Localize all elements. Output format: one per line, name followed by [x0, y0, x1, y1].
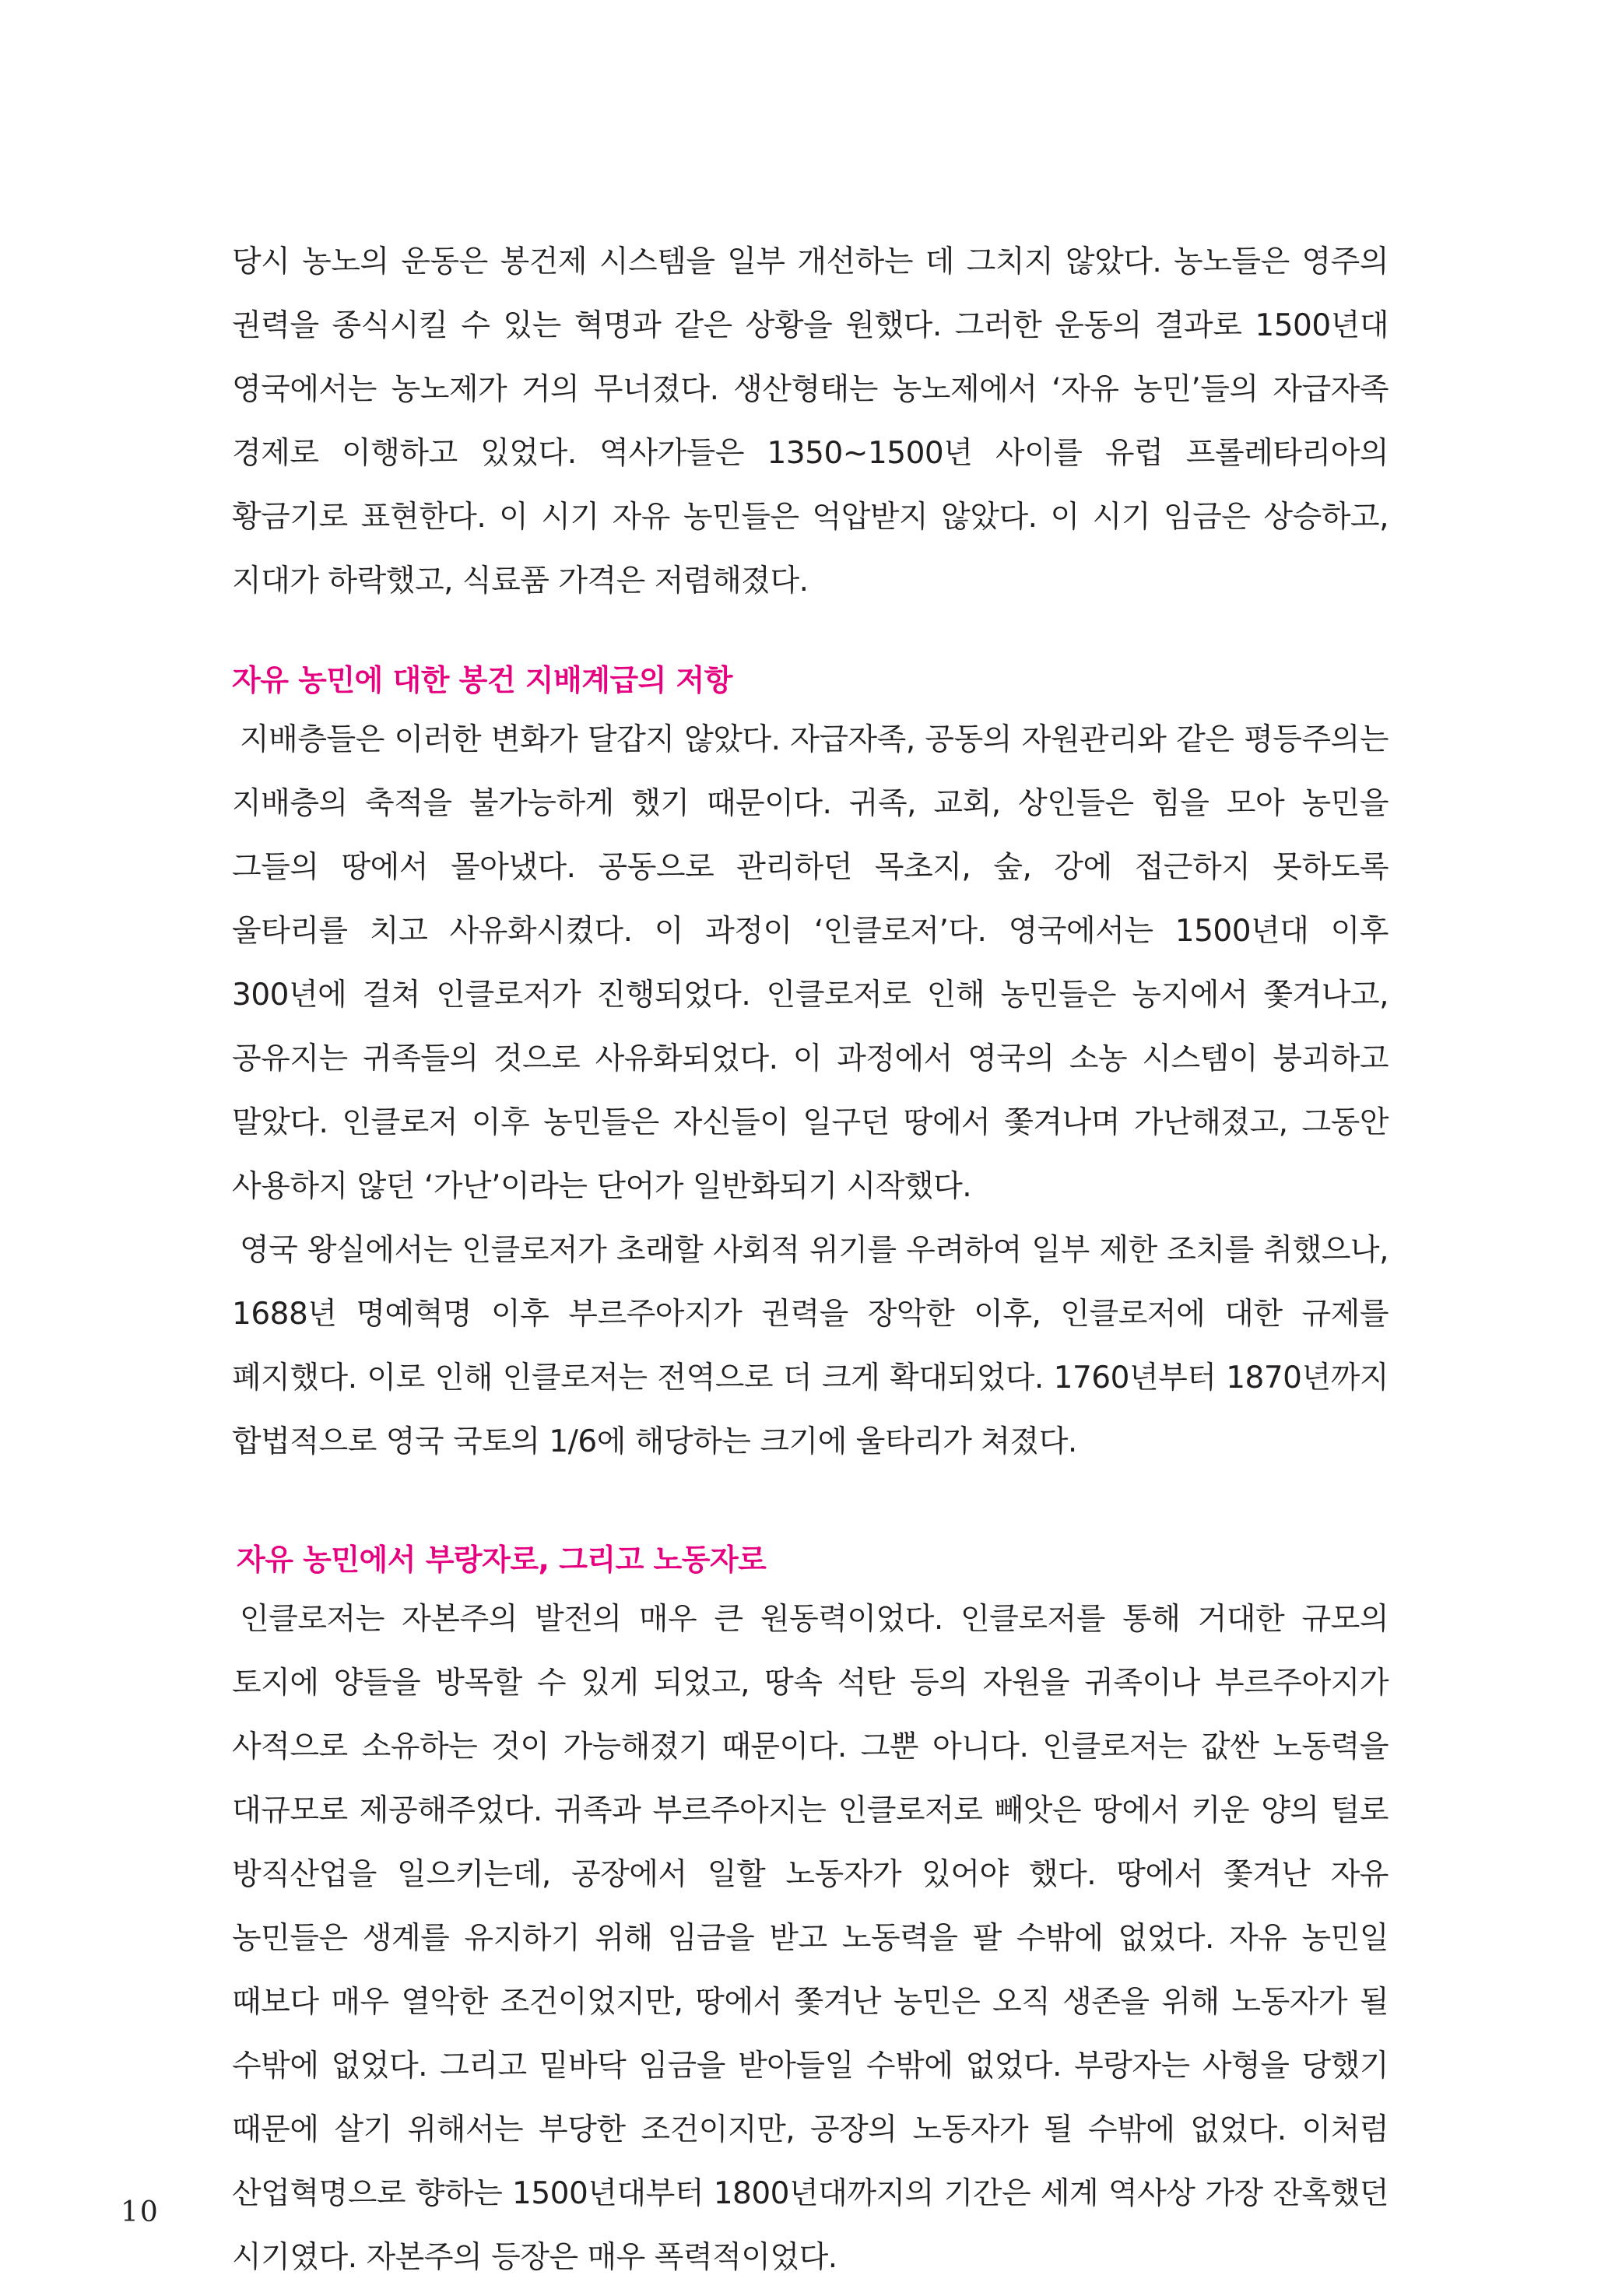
section1-paragraph-1: 지배층들은 이러한 변화가 달갑지 않았다. 자급자족, 공동의 자원관리와 같은 평등주의는 지배층의 축적을 불가능하게 했기 때문이다. 귀족, 교회, 상인들은 힘을 모아 농민을 그들의 땅에서 몰아냈다. 공동으로 관리하던 목초지, 숲, 강에 접근하지 못하도록 울타리를 치고 사유화시켰다. 이 과정이 ‘인클로저’다. 영국에서는 1500년대 이후 300년에 걸쳐 인클로저가 진행되었다. 인클로저로 인해 농민들은 농지에서 쫓겨나고, 공유지는 귀족들의 것으로 사유화되었다. 이 과정에서 영국의 소농 시스템이 붕괴하고 말았다. 인클로저 이후 농민들은 자신들이 일구던 땅에서 쫓겨나며 가난해졌고, 그동안 사용하지 않던 ‘가난’이라는 단어가 일반화되기 시작했다.	[232, 722, 1389, 1204]
page-number: 10	[121, 2196, 160, 2228]
section-heading-1: 자유 농민에 대한 봉건 지배계급의 저항	[232, 663, 732, 697]
intro-paragraph: 당시 농노의 운동은 봉건제 시스템을 일부 개선하는 데 그치지 않았다. 농노들은 영주의 권력을 종식시킬 수 있는 혁명과 같은 상황을 원했다. 그러한 운동의 결과로 1500년대 영국에서는 농노제가 거의 무너졌다. 생산형태는 농노제에서 ‘자유 농민’들의 자급자족 경제로 이행하고 있었다. 역사가들은 1350~1500년 사이를 유럽 프롤레타리아의 황금기로 표현한다. 이 시기 자유 농민들은 억압받지 않았다. 이 시기 임금은 상승하고, 지대가 하락했고, 식료품 가격은 저렴해졌다.	[232, 244, 1389, 599]
section1-paragraph-2: 영국 왕실에서는 인클로저가 초래할 사회적 위기를 우려하여 일부 제한 조치를 취했으나, 1688년 명예혁명 이후 부르주아지가 권력을 장악한 이후, 인클로저에 대한 규제를 폐지했다. 이로 인해 인클로저는 전역으로 더 크게 확대되었다. 1760년부터 1870년까지 합법적으로 영국 국토의 1/6에 해당하는 크기에 울타리가 쳐졌다.	[232, 1233, 1389, 1459]
section2-paragraph-1: 인클로저는 자본주의 발전의 매우 큰 원동력이었다. 인클로저를 통해 거대한 규모의 토지에 양들을 방목할 수 있게 되었고, 땅속 석탄 등의 자원을 귀족이나 부르주아지가 사적으로 소유하는 것이 가능해졌기 때문이다. 그뿐 아니다. 인클로저는 값싼 노동력을 대규모로 제공해주었다. 귀족과 부르주아지는 인클로저로 빼앗은 땅에서 키운 양의 털로 방직산업을 일으키는데, 공장에서 일할 노동자가 있어야 했다. 땅에서 쫓겨난 자유 농민들은 생계를 유지하기 위해 임금을 받고 노동력을 팔 수밖에 없었다. 자유 농민일 때보다 매우 열악한 조건이었지만, 땅에서 쫓겨난 농민은 오직 생존을 위해 노동자가 될 수밖에 없었다. 그리고 밑바닥 임금을 받아들일 수밖에 없었다. 부랑자는 사형을 당했기 때문에 살기 위해서는 부당한 조건이지만, 공장의 노동자가 될 수밖에 없었다. 이처럼 산업혁명으로 향하는 1500년대부터 1800년대까지의 기간은 세계 역사상 가장 잔혹했던 시기였다. 자본주의 등장은 매우 폭력적이었다.	[232, 1602, 1389, 2275]
page-content	[232, 230, 1389, 2290]
section-heading-2: 자유 농민에서 부랑자로, 그리고 노동자로	[237, 1543, 767, 1577]
